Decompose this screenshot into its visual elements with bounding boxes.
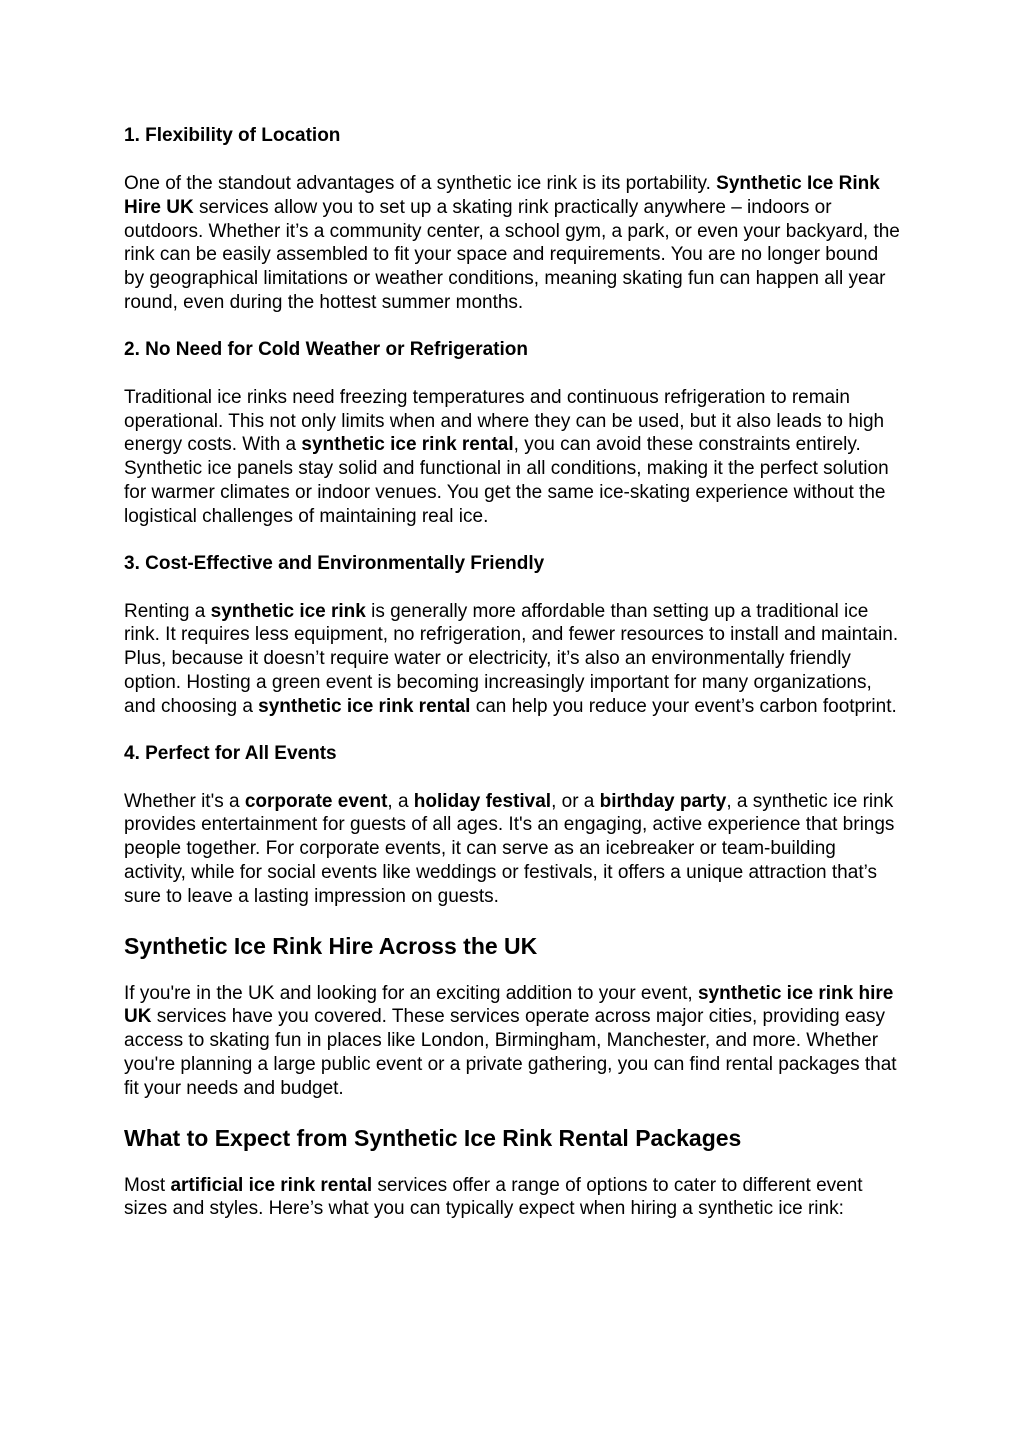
keyword-holiday-festival: holiday festival (413, 790, 552, 812)
document-page (124, 124, 902, 1221)
section-paragraph-all-events: Whether it's a corporate event, a holiday festival, or a birthday party, a synthetic ice rink provides entertainment for guests of all ages. It's an engaging, active experience that brings people together. For corporate events, it can serve as an icebreaker or team-building activity, while for social events like weddings or festivals, it offers a unique attraction that’s sure to leave a lasting impression on guests. (124, 790, 895, 907)
section-paragraph-no-cold-weather: Traditional ice rinks need freezing temperatures and continuous refrigeration to remain operational. This not only limits when and where they can be used, but it also leads to high energy costs. With a synthetic ice rink rental, you can avoid these constraints entirely. Synthetic ice panels stay solid and functional in all conditions, making it the perfect solution for warmer climates or indoor venues. You get the same ice-skating experience without the logistical challenges of maintaining real ice. (124, 386, 889, 527)
keyword-artificial-ice-rink-rental: artificial ice rink rental (170, 1174, 373, 1196)
keyword-corporate-event: corporate event (244, 790, 388, 812)
keyword-synthetic-ice-rink-hire-uk: synthetic ice rink hire UK (124, 982, 894, 1028)
section-paragraph-flexibility: One of the standout advantages of a synthetic ice rink is its portability. Synthetic Ice Rink Hire UK services allow you to set up a skating rink practically anywhere – indoors or outdoors. Whether it’s a community center, a school gym, a park, or even your backyard, the rink can be easily assembled to fit your space and requirements. You are no longer bound by geographical limitations or weather conditions, meaning skating fun can happen all year round, even during the hottest summer months. (124, 173, 900, 313)
section-heading-cost-effective: 3. Cost-Effective and Environmentally Friendly (124, 552, 545, 574)
keyword-birthday-party: birthday party (599, 790, 727, 812)
section-heading-hire-across-uk: Synthetic Ice Rink Hire Across the UK (124, 932, 538, 959)
section-heading-rental-packages: What to Expect from Synthetic Ice Rink Rental Packages (124, 1124, 742, 1151)
section-paragraph-cost-effective: Renting a synthetic ice rink is generally more affordable than setting up a traditional ice rink. It requires less equipment, no refrigeration, and fewer resources to install and maintain. Plus, because it doesn’t require water or electricity, it’s also an environmentally friendly option. Hosting a green event is becoming increasingly important for many organizations, and choosing a synthetic ice rink rental can help you reduce your event’s carbon footprint. (124, 600, 899, 717)
section-heading-flexibility: 1. Flexibility of Location (124, 125, 341, 146)
section-heading-all-events: 4. Perfect for All Events (124, 742, 337, 764)
keyword-synthetic-ice-rink-hire-uk: Synthetic Ice Rink Hire UK (124, 173, 880, 218)
keyword-synthetic-ice-rink-rental: synthetic ice rink rental (258, 695, 471, 717)
keyword-synthetic-ice-rink-rental: synthetic ice rink rental (301, 434, 514, 456)
section-heading-no-cold-weather: 2. No Need for Cold Weather or Refrigeration (124, 338, 528, 360)
section-paragraph-rental-packages: Most artificial ice rink rental services offer a range of options to cater to different event sizes and styles. Here’s what you can typically expect when hiring a synthetic ice rink: (124, 1174, 863, 1220)
keyword-synthetic-ice-rink: synthetic ice rink (210, 600, 366, 622)
section-paragraph-hire-across-uk: If you're in the UK and looking for an exciting addition to your event, synthetic ice rink hire UK services have you covered. These services operate across major cities, providing easy access to skating fun in places like London, Birmingham, Manchester, and more. Whether you're planning a large public event or a private gathering, you can find rental packages that fit your needs and budget. (124, 982, 897, 1099)
